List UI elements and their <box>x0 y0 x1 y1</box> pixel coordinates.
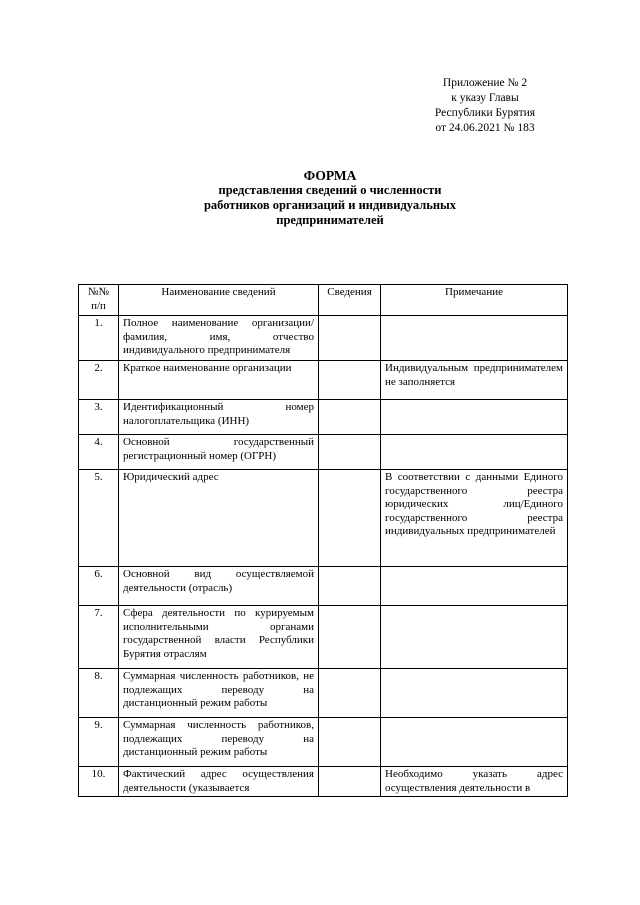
table-row <box>79 400 568 435</box>
row-num: 2. <box>79 361 119 400</box>
row-name: Основной государственный регистрационный номер (ОГРН) <box>119 435 319 470</box>
title-line: представления сведений о численности <box>218 183 442 197</box>
row-num: 4. <box>79 435 119 470</box>
title-line: предпринимателей <box>276 213 384 227</box>
appendix-line: к указу Главы <box>451 92 519 104</box>
row-note <box>381 718 568 767</box>
row-data-cell[interactable] <box>319 669 381 718</box>
row-data-cell[interactable] <box>319 470 381 567</box>
table-row <box>79 470 568 567</box>
table-row <box>79 316 568 361</box>
title-line: работников организаций и индивидуальных <box>203 198 457 212</box>
row-name: Суммарная численность работников, не подлежащих переводу на дистанционный режим работы <box>119 669 319 718</box>
row-data-cell[interactable] <box>319 567 381 606</box>
row-note: В соответствии с данными Единого государственного реестра юридических лиц/Единого государственного реестра индивидуальных предпринимателей <box>381 470 568 567</box>
form-table <box>78 284 568 797</box>
row-num: 6. <box>79 567 119 606</box>
row-note: Необходимо указать адрес осуществления деятельности в <box>381 767 568 797</box>
header-num: №№ п/п <box>79 285 119 316</box>
row-data-cell[interactable] <box>319 316 381 361</box>
appendix-line: Приложение № 2 <box>442 77 528 89</box>
table-row <box>79 435 568 470</box>
header-data: Сведения <box>319 285 381 316</box>
row-data-cell[interactable] <box>319 718 381 767</box>
row-num: 7. <box>79 606 119 669</box>
row-data-cell[interactable] <box>319 400 381 435</box>
row-name: Полное наименование организации/фамилия, имя, отчество индивидуального предпринимателя <box>119 316 319 361</box>
row-num: 9. <box>79 718 119 767</box>
row-data-cell[interactable] <box>319 435 381 470</box>
row-name: Фактический адрес осуществления деятельности (указывается <box>119 767 319 797</box>
table-row <box>79 361 568 400</box>
row-name: Юридический адрес <box>119 470 319 567</box>
table-header-row <box>79 285 568 316</box>
row-data-cell[interactable] <box>319 767 381 797</box>
table-row <box>79 718 568 767</box>
appendix-line: от 24.06.2021 № 183 <box>435 122 535 134</box>
table-row <box>79 669 568 718</box>
row-name: Суммарная численность работников, подлежащих переводу на дистанционный режим работы <box>119 718 319 767</box>
row-num: 8. <box>79 669 119 718</box>
appendix-line: Республики Бурятия <box>434 107 536 119</box>
row-name: Идентификационный номер налогоплательщика (ИНН) <box>119 400 319 435</box>
row-note <box>381 669 568 718</box>
row-note <box>381 606 568 669</box>
row-name: Краткое наименование организации <box>119 361 319 400</box>
row-note <box>381 316 568 361</box>
row-num: 1. <box>79 316 119 361</box>
table-row <box>79 606 568 669</box>
row-note: Индивидуальным предпринимателем не заполняется <box>381 361 568 400</box>
row-name: Сфера деятельности по курируемым исполнительными органами государственной власти Республики Бурятия отраслям <box>119 606 319 669</box>
row-num: 3. <box>79 400 119 435</box>
title-main: ФОРМА <box>303 168 357 183</box>
row-note <box>381 435 568 470</box>
header-name: Наименование сведений <box>119 285 319 316</box>
row-num: 5. <box>79 470 119 567</box>
row-data-cell[interactable] <box>319 361 381 400</box>
header-note: Примечание <box>381 285 568 316</box>
table-row <box>79 767 568 797</box>
row-name: Основной вид осуществляемой деятельности (отрасль) <box>119 567 319 606</box>
row-num: 10. <box>79 767 119 797</box>
document-title <box>130 168 530 228</box>
table-row <box>79 567 568 606</box>
row-note <box>381 400 568 435</box>
row-note <box>381 567 568 606</box>
appendix-header <box>420 76 550 136</box>
row-data-cell[interactable] <box>319 606 381 669</box>
